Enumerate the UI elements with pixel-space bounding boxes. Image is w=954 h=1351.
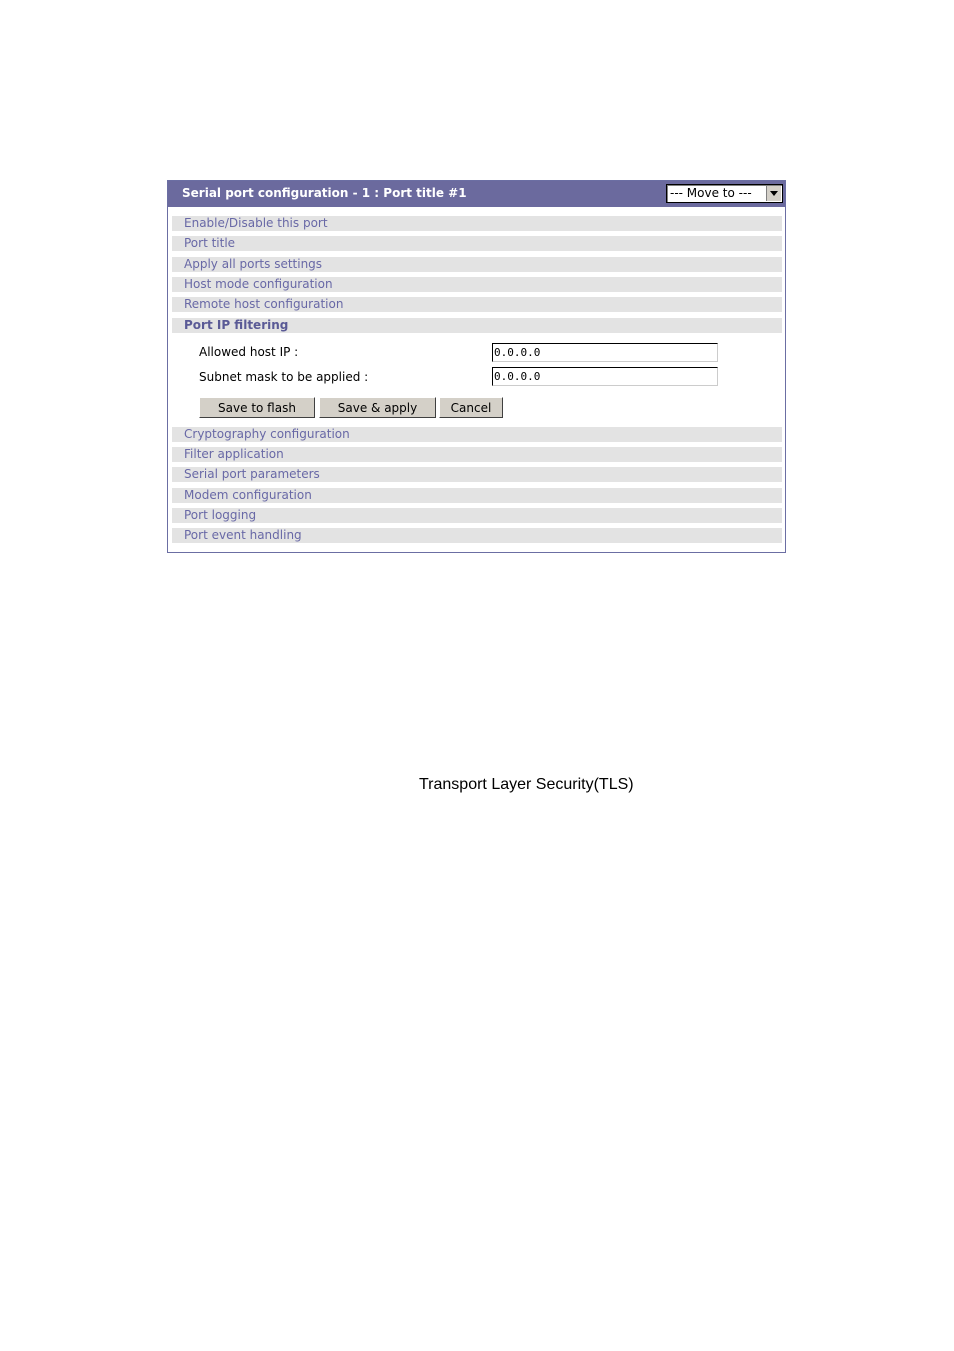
menu-filter-application[interactable] bbox=[172, 447, 782, 462]
move-to-select[interactable] bbox=[666, 184, 783, 203]
save-to-flash-button[interactable]: Save to flash bbox=[199, 397, 315, 418]
menu-label: Port event handling bbox=[184, 528, 302, 542]
menu-label: Apply all ports settings bbox=[184, 257, 323, 271]
subnet-mask-input[interactable] bbox=[492, 367, 718, 386]
menu-label: Modem configuration bbox=[184, 488, 312, 502]
menu-label: Port IP filtering bbox=[184, 318, 289, 332]
allowed-host-ip-label: Allowed host IP : bbox=[199, 345, 299, 359]
menu-port-event-handling[interactable] bbox=[172, 528, 782, 543]
menu-label: Port logging bbox=[184, 508, 257, 522]
menu-port-ip-filtering[interactable] bbox=[172, 318, 782, 333]
menu-cryptography-configuration[interactable] bbox=[172, 427, 782, 442]
menu-label: Port title bbox=[184, 236, 236, 250]
move-to-select-value: --- Move to --- bbox=[670, 186, 752, 200]
menu-port-title[interactable] bbox=[172, 236, 782, 251]
menu-port-logging[interactable] bbox=[172, 508, 782, 523]
cancel-button[interactable]: Cancel bbox=[439, 397, 503, 418]
chevron-down-icon[interactable] bbox=[766, 186, 781, 201]
save-and-apply-button[interactable]: Save & apply bbox=[319, 397, 436, 418]
menu-label: Enable/Disable this port bbox=[184, 216, 328, 230]
panel-title: Serial port configuration - 1 : Port title #1 bbox=[182, 186, 467, 200]
menu-remote-host-configuration[interactable] bbox=[172, 297, 782, 312]
menu-label: Remote host configuration bbox=[184, 297, 344, 311]
panel-header bbox=[168, 181, 785, 207]
menu-label: Filter application bbox=[184, 447, 284, 461]
menu-serial-port-parameters[interactable] bbox=[172, 467, 782, 482]
document-text: Transport Layer Security(TLS) bbox=[419, 776, 634, 793]
menu-apply-all-ports[interactable] bbox=[172, 257, 782, 272]
allowed-host-ip-input[interactable] bbox=[492, 343, 718, 362]
menu-host-mode-configuration[interactable] bbox=[172, 277, 782, 292]
menu-enable-disable-port[interactable] bbox=[172, 216, 782, 231]
serial-port-config-panel bbox=[167, 180, 786, 553]
menu-label: Cryptography configuration bbox=[184, 427, 350, 441]
menu-label: Host mode configuration bbox=[184, 277, 333, 291]
subnet-mask-label: Subnet mask to be applied : bbox=[199, 370, 369, 384]
menu-modem-configuration[interactable] bbox=[172, 488, 782, 503]
menu-label: Serial port parameters bbox=[184, 467, 320, 481]
